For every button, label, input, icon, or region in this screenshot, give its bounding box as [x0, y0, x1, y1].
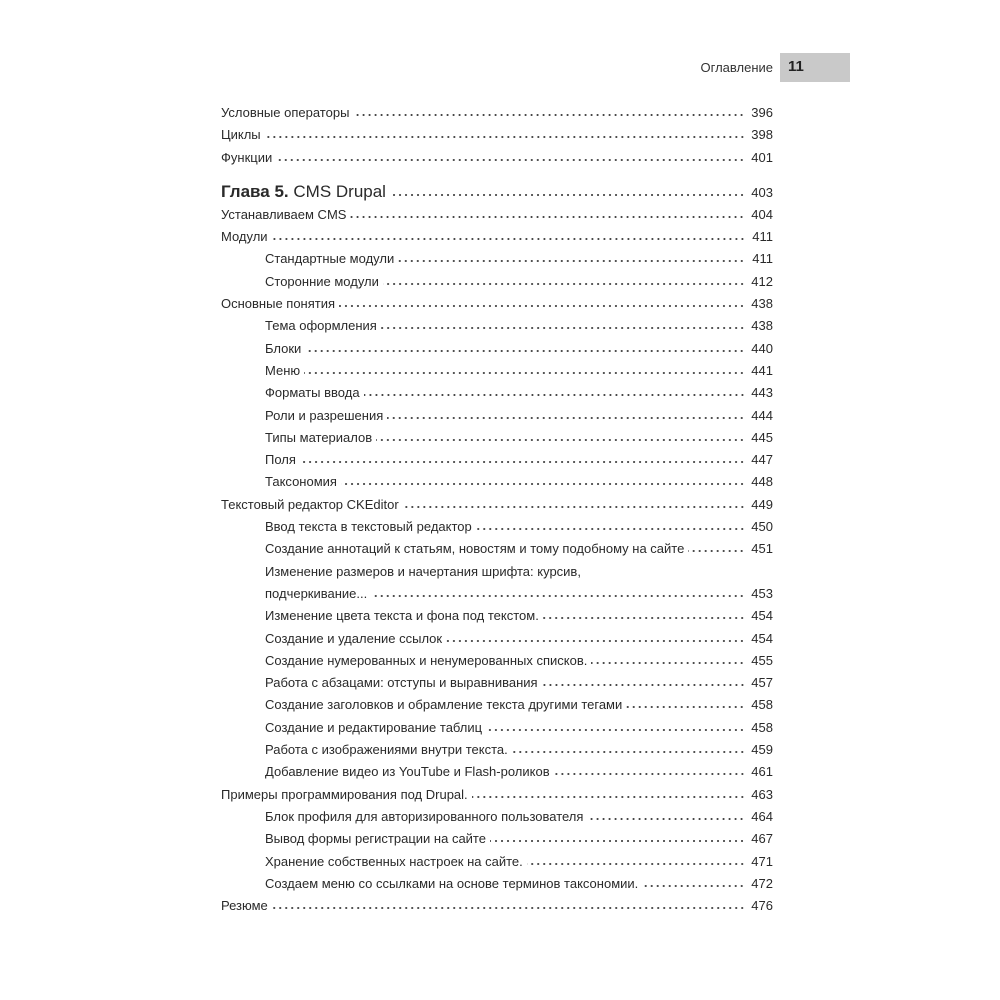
entry-title: Модули — [221, 229, 268, 245]
entry-title: Создание нумерованных и ненумерованных списков. — [265, 652, 588, 668]
entry-title: Текстовый редактор CKEditor — [221, 496, 399, 512]
entry-title: Блоки — [265, 340, 302, 356]
dot-leader — [305, 349, 745, 353]
entry-page: 412 — [751, 273, 773, 289]
entry-title: Меню — [265, 362, 301, 378]
entry-page: 438 — [751, 296, 773, 312]
entry-page: 458 — [751, 719, 773, 735]
dot-leader — [350, 215, 745, 219]
dot-leader — [490, 839, 745, 843]
toc-entry[interactable] — [221, 226, 773, 248]
toc-entry[interactable] — [221, 561, 773, 583]
dot-leader — [591, 661, 745, 665]
entry-page: 438 — [751, 318, 773, 334]
dot-leader — [272, 906, 745, 910]
entry-page: 411 — [752, 229, 773, 245]
entry-title: Создание аннотаций к статьям, новостям и тому подобному на сайте — [265, 541, 685, 557]
toc-entry[interactable] — [221, 449, 773, 471]
entry-title: Таксономия — [265, 474, 337, 490]
dot-leader — [376, 438, 745, 442]
dot-leader — [476, 527, 745, 531]
entry-page: 411 — [752, 251, 773, 267]
toc-entry[interactable] — [221, 315, 773, 337]
dot-leader — [387, 416, 745, 420]
entry-page: 450 — [751, 519, 773, 535]
toc-entry[interactable] — [221, 405, 773, 427]
entry-title: Вывод формы регистрации на сайте — [265, 831, 486, 847]
toc-entry[interactable] — [221, 427, 773, 449]
toc-entry[interactable] — [221, 694, 773, 716]
toc-entry[interactable] — [221, 895, 773, 917]
dot-leader — [512, 750, 745, 754]
entry-page: 396 — [751, 105, 773, 120]
dot-leader — [403, 505, 745, 509]
toc-entry[interactable] — [221, 360, 773, 382]
dot-leader — [587, 817, 745, 821]
chapter-title: CMS Drupal — [293, 181, 386, 201]
toc-entry[interactable] — [221, 650, 773, 672]
entry-page: 401 — [751, 149, 773, 165]
toc-entry[interactable] — [221, 382, 773, 404]
entry-title: Роли и разрешения — [265, 407, 384, 423]
entry-title: Форматы ввода — [265, 385, 360, 401]
dot-leader — [304, 371, 745, 375]
entry-page: 404 — [751, 206, 773, 222]
dot-leader — [341, 482, 745, 486]
entry-page: 458 — [751, 697, 773, 713]
toc-entry[interactable] — [221, 761, 773, 783]
dot-leader — [543, 616, 745, 620]
entry-title: Блок профиля для авторизированного пользователя — [265, 808, 584, 824]
table-of-contents — [221, 102, 773, 917]
dot-leader — [339, 304, 745, 308]
entry-page: 463 — [751, 786, 773, 802]
entry-title: Изменение цвета текста и фона под текстом. — [265, 608, 539, 624]
entry-page: 455 — [751, 652, 773, 668]
entry-title: Функции — [221, 149, 273, 165]
entry-title: Создание заголовков и обрамление текста другими тегами — [265, 697, 623, 713]
toc-entry[interactable] — [221, 806, 773, 828]
entry-title: Работа с абзацами: отступы и выравнивания — [265, 675, 538, 691]
chapter-heading[interactable] — [221, 179, 773, 204]
entry-page: 443 — [751, 385, 773, 401]
section-title: Оглавление — [700, 60, 773, 75]
toc-entry[interactable] — [221, 204, 773, 226]
entry-title-continuation: подчеркивание... — [265, 585, 368, 601]
toc-entry[interactable] — [221, 471, 773, 493]
entry-title: Основные понятия — [221, 296, 336, 312]
toc-entry-continuation — [221, 583, 773, 605]
entry-page: 445 — [751, 429, 773, 445]
dot-leader — [265, 135, 745, 139]
dot-leader — [383, 282, 745, 286]
dot-leader — [300, 460, 745, 464]
entry-title: Резюме — [221, 898, 268, 914]
entry-page: 451 — [751, 541, 773, 557]
dot-leader — [472, 795, 745, 799]
toc-entry[interactable] — [221, 124, 773, 146]
entry-page: 441 — [751, 362, 773, 378]
toc-entry[interactable] — [221, 605, 773, 627]
entry-title: Хранение собственных настроек на сайте. — [265, 853, 523, 869]
entry-title: Поля — [265, 452, 296, 468]
entry-title: Типы материалов — [265, 429, 373, 445]
toc-entry[interactable] — [221, 717, 773, 739]
entry-page: 447 — [751, 452, 773, 468]
entry-page: 398 — [751, 127, 773, 143]
dot-leader — [642, 884, 745, 888]
entry-page: 464 — [751, 808, 773, 824]
entry-title: Создаем меню со ссылками на основе терминов таксономии. — [265, 875, 639, 891]
entry-title: Создание и удаление ссылок — [265, 630, 443, 646]
page-number: 11 — [788, 58, 804, 75]
entry-title: Изменение размеров и начертания шрифта: курсив, — [265, 563, 581, 579]
toc-entry[interactable] — [221, 538, 773, 560]
dot-leader — [527, 862, 745, 866]
toc-entry[interactable] — [221, 828, 773, 850]
toc-entry[interactable] — [221, 851, 773, 873]
entry-page: 403 — [751, 184, 773, 200]
entry-title: Примеры программирования под Drupal. — [221, 786, 468, 802]
entry-page: 459 — [751, 742, 773, 758]
toc-entry[interactable] — [221, 516, 773, 538]
dot-leader — [272, 237, 745, 241]
entry-title: Устанавливаем CMS — [221, 206, 347, 222]
toc-entry[interactable] — [221, 248, 773, 270]
entry-title: Тема оформления — [265, 318, 377, 334]
dot-leader — [626, 705, 745, 709]
entry-page: 471 — [751, 853, 773, 869]
entry-title — [221, 179, 386, 204]
toc-entry[interactable] — [221, 293, 773, 315]
dot-leader — [554, 772, 745, 776]
toc-entry[interactable] — [221, 784, 773, 806]
dot-leader — [364, 393, 745, 397]
dot-leader — [381, 326, 745, 330]
entry-page: 467 — [751, 831, 773, 847]
entry-title: Стандартные модули — [265, 251, 395, 267]
page-number-box — [780, 53, 850, 82]
entry-title: Ввод текста в текстовый редактор — [265, 519, 472, 535]
dot-leader — [398, 259, 745, 263]
toc-entry[interactable] — [221, 102, 773, 124]
entry-page: 457 — [751, 675, 773, 691]
entry-title: Работа с изображениями внутри текста. — [265, 742, 508, 758]
toc-entry[interactable] — [221, 271, 773, 293]
entry-title: Условные операторы — [221, 105, 350, 120]
toc-entry[interactable] — [221, 147, 773, 169]
entry-page: 440 — [751, 340, 773, 356]
entry-page: 453 — [751, 585, 773, 601]
toc-entry[interactable] — [221, 873, 773, 895]
toc-entry[interactable] — [221, 739, 773, 761]
entry-title: Циклы — [221, 127, 261, 143]
dot-leader — [276, 158, 745, 162]
toc-entry[interactable] — [221, 494, 773, 516]
dot-leader — [542, 683, 745, 687]
entry-page: 461 — [751, 764, 773, 780]
toc-entry[interactable] — [221, 628, 773, 650]
dot-leader — [353, 113, 745, 117]
toc-entry[interactable] — [221, 672, 773, 694]
entry-page: 444 — [751, 407, 773, 423]
dot-leader — [390, 193, 745, 197]
toc-entry[interactable] — [221, 338, 773, 360]
dot-leader — [446, 639, 745, 643]
entry-page: 472 — [751, 875, 773, 891]
dot-leader — [688, 549, 745, 553]
chapter-label: Глава 5. — [221, 181, 289, 201]
dot-leader — [371, 594, 745, 598]
dot-leader — [486, 728, 745, 732]
entry-title: Добавление видео из YouTube и Flash-роликов — [265, 764, 550, 780]
entry-page: 449 — [751, 496, 773, 512]
entry-title: Сторонние модули — [265, 273, 379, 289]
entry-page: 476 — [751, 898, 773, 914]
entry-page: 454 — [751, 608, 773, 624]
entry-page: 454 — [751, 630, 773, 646]
entry-page: 448 — [751, 474, 773, 490]
entry-title: Создание и редактирование таблиц — [265, 719, 483, 735]
